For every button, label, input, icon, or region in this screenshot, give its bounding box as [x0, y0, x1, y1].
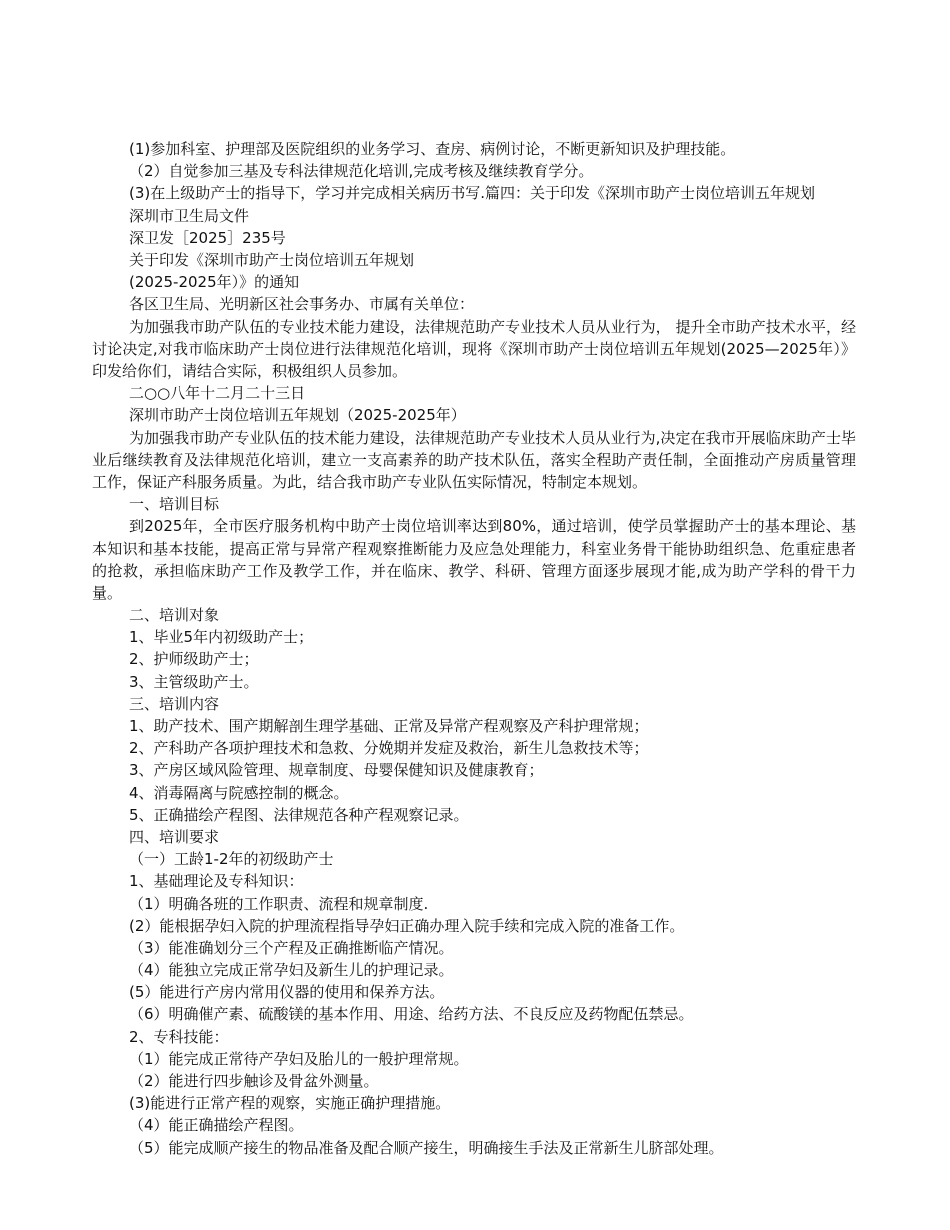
paragraph: 各区卫生局、光明新区社会事务办、市属有关单位： [129, 295, 475, 314]
paragraph: 深圳市卫生局文件 [129, 206, 250, 225]
paragraph: 1、基础理论及专科知识： [129, 872, 304, 891]
paragraph: (5）能进行产房内常用仪器的使用和保养方法。 [129, 983, 445, 1002]
paragraph: （4）能正确描绘产程图。 [129, 1116, 304, 1135]
paragraph: (3)能进行正常产程的观察，实施正确护理措施。 [129, 1094, 451, 1113]
paragraph: (1)参加科室、护理部及医院组织的业务学习、查房、病例讨论，不断更新知识及护理技能。 [129, 140, 736, 158]
paragraph: 4、消毒隔离与院感控制的概念。 [129, 783, 349, 802]
paragraph: 3、产房区域风险管理、规章制度、母婴保健知识及健康教育； [129, 761, 544, 780]
paragraph: (3)在上级助产士的指导下，学习并完成相关病历书写.篇四：关于印发《深圳市助产士岗位培训五年规划 [129, 184, 816, 203]
paragraph: 2、专科技能： [129, 1027, 229, 1046]
paragraph: 1、毕业5年内初级助产士； [129, 628, 314, 647]
paragraph: （3）能准确划分三个产程及正确推断临产情况。 [129, 938, 454, 957]
paragraph: （5）能完成顺产接生的物品准备及配合顺产接生，明确接生手法及正常新生儿脐部处理。 [129, 1138, 724, 1157]
paragraph: （1）明确各班的工作职责、流程和规章制度. [129, 894, 429, 913]
paragraph: 一、培训目标 [129, 495, 220, 514]
paragraph: 深圳市助产士岗位培训五年规划（2025-2025年） [129, 406, 466, 425]
paragraph: (2）能根据孕妇入院的护理流程指导孕妇正确办理入院手续和完成入院的准备工作。 [129, 916, 685, 935]
paragraph: 为加强我市助产专业队伍的技术能力建设，法律规范助产专业技术人员从业行为,决定在我市开展临床助产士毕业后继续教育及法律规范化培训，建立一支高素养的助产技术队伍，落实全程助产责任制，全面推动产房质量管理工作，保证产科服务质量。为此，结合我市助产专业队伍实际情况，特制定本规划。 [92, 428, 856, 491]
paragraph: 3、主管级助产士。 [129, 672, 259, 691]
paragraph: 为加强我市助产队伍的专业技术能力建设，法律规范助产专业技术人员从业行为， 提升全市助产技术水平，经讨论决定,对我市临床助产士岗位进行法律规范化培训，现将《深圳市助产士岗位培训五年规划(2025—2025年）》印发给你们，请结合实际，积极组织人员参加。 [92, 317, 856, 380]
paragraph: 关于印发《深圳市助产士岗位培训五年规划 [129, 250, 415, 269]
paragraph: (2025-2025年）》的通知 [129, 273, 300, 292]
paragraph: 2、产科助产各项护理技术和急救、分娩期并发症及救治，新生儿急救技术等； [129, 739, 649, 758]
paragraph: 2、护师级助产士； [129, 650, 259, 669]
paragraph: （4）能独立完成正常孕妇及新生儿的护理记录。 [129, 961, 454, 980]
paragraph: 四、培训要求 [129, 827, 220, 846]
paragraph: （一）工龄1-2年的初级助产士 [129, 850, 334, 869]
paragraph: （2）能进行四步触诊及骨盆外测量。 [129, 1072, 379, 1091]
paragraph: 二○○八年十二月二十三日 [129, 384, 306, 403]
paragraph: 三、培训内容 [129, 694, 220, 713]
paragraph: （1）能完成正常待产孕妇及胎儿的一般护理常规。 [129, 1049, 469, 1068]
document-body [92, 138, 856, 1159]
paragraph: 5、正确描绘产程图、法律规范各种产程观察记录。 [129, 805, 469, 824]
paragraph: 二、培训对象 [129, 606, 220, 625]
paragraph: 到2025年，全市医疗服务机构中助产士岗位培训率达到80%，通过培训，使学员掌握助产士的基本理论、基本知识和基本技能，提高正常与异常产程观察推断能力及应急处理能力，科室业务骨干能协助组织急、危重症患者的抢救，承担临床助产工作及教学工作，并在临床、教学、科研、管理方面逐步展现才能,成为助产学科的骨干力量。 [92, 517, 856, 602]
paragraph: （6）明确催产素、硫酸镁的基本作用、用途、给药方法、不良反应及药物配伍禁忌。 [129, 1005, 694, 1024]
paragraph: 深卫发［2025］235号 [129, 228, 286, 247]
paragraph: （2）自觉参加三基及专科法律规范化培训,完成考核及继续教育学分。 [129, 162, 594, 181]
paragraph: 1、助产技术、围产期解剖生理学基础、正常及异常产程观察及产科护理常规； [129, 717, 649, 736]
